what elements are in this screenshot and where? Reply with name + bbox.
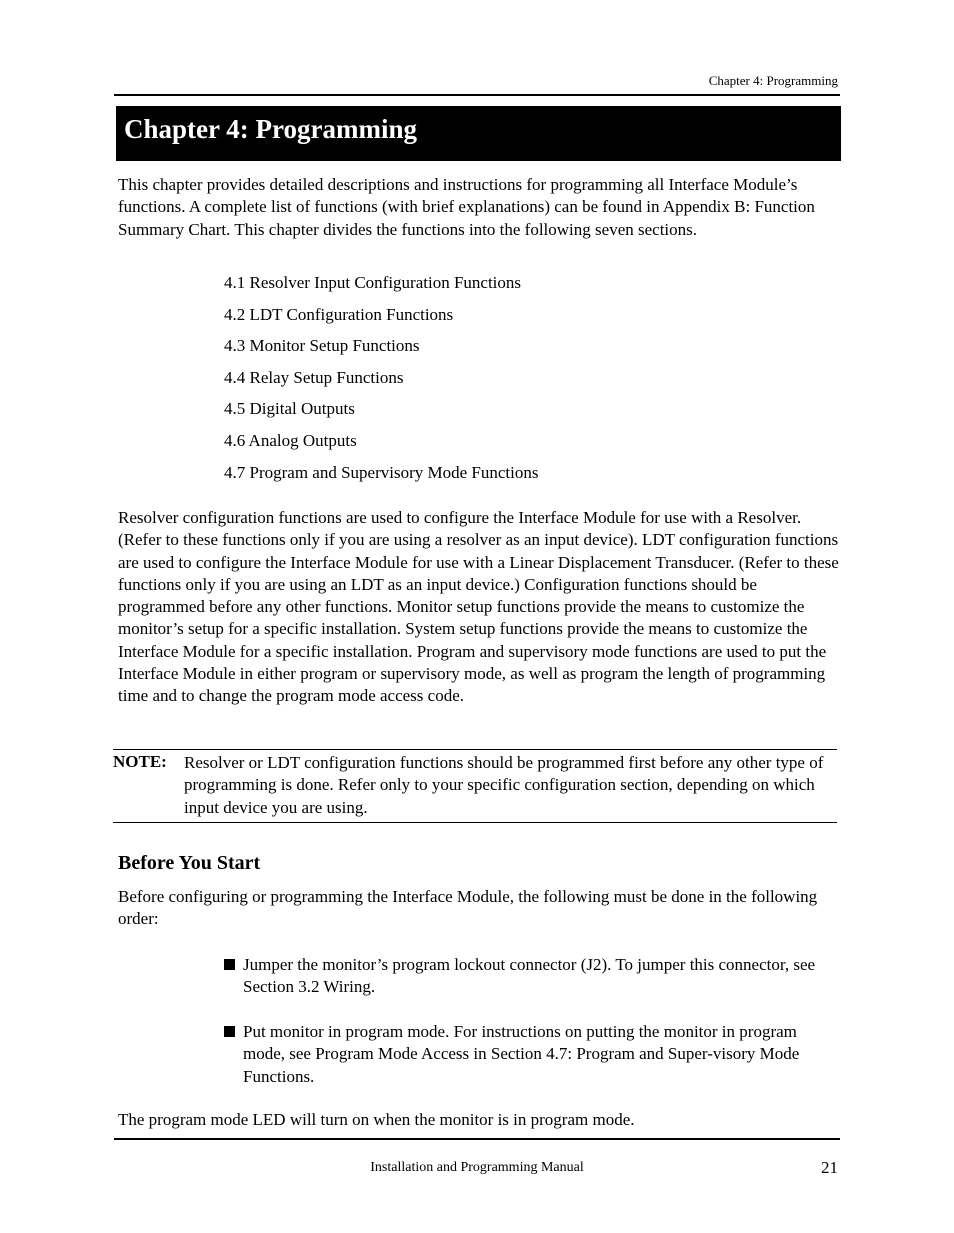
square-bullet-icon xyxy=(224,959,235,970)
before-you-start-heading: Before You Start xyxy=(118,852,261,874)
prerequisite-text: Put monitor in program mode. For instructions on putting the monitor in program mode, see Program Mode Access in Section 4.7: Program and Super-visory Mode Functions. xyxy=(243,1021,800,1086)
prerequisite-item xyxy=(224,954,840,999)
header-rule xyxy=(114,94,840,96)
chapter-title: Chapter 4: Programming xyxy=(124,114,417,144)
section-item-4-7: 4.7 Program and Supervisory Mode Functions xyxy=(224,462,539,482)
prerequisite-text: Jumper the monitor’s program lockout connector (J2). To jumper this connector, see Section 3.2 Wiring. xyxy=(243,955,816,997)
note-label: NOTE: xyxy=(113,752,167,771)
square-bullet-icon xyxy=(224,1026,235,1037)
section-item-4-6: 4.6 Analog Outputs xyxy=(224,430,357,450)
section-item-4-3: 4.3 Monitor Setup Functions xyxy=(224,336,420,356)
note-box xyxy=(113,749,837,823)
page-number: 21 xyxy=(821,1158,838,1177)
prerequisite-list xyxy=(224,954,840,1110)
led-sentence: The program mode LED will turn on when the monitor is in program mode. xyxy=(118,1110,635,1129)
before-paragraph: Before configuring or programming the Interface Module, the following must be done in the following order: xyxy=(118,887,818,929)
chapter-banner xyxy=(116,106,841,161)
intro-paragraph: This chapter provides detailed descriptions and instructions for programming all Interface Module’s functions. A complete list of functions (with brief explanations) can be found in Appendix B: Function Summary Chart. This chapter divides the functions into the following seven sections. xyxy=(118,175,815,239)
section-item-4-1: 4.1 Resolver Input Configuration Functions xyxy=(224,273,522,292)
footer-rule xyxy=(114,1138,840,1140)
footer-title: Installation and Programming Manual xyxy=(370,1160,584,1175)
section-item-4-2: 4.2 LDT Configuration Functions xyxy=(224,304,454,324)
section-item-4-5: 4.5 Digital Outputs xyxy=(224,399,355,419)
section-list xyxy=(224,272,538,493)
note-text: Resolver or LDT configuration functions should be programmed first before any other type of programming is done. Refer only to your specific configuration section, depending on which input device you are using. xyxy=(184,753,824,817)
running-header: Chapter 4: Programming xyxy=(708,73,838,88)
section-item-4-4: 4.4 Relay Setup Functions xyxy=(224,367,404,387)
prerequisite-item xyxy=(224,1021,840,1088)
configuration-paragraph: Resolver configuration functions are used to configure the Interface Module for use with a Resolver. (Refer to these functions only if you are using a resolver as an input device). LDT configuration functions are used to configure the Interface Module for use with a Linear Displacement Transducer. (Refer to these functions only if you are using an LDT as an input device.) Configuration functions should be programmed before any other functions. Monitor setup functions provide the means to customize the monitor’s setup for a specific installation. System setup functions provide the means to customize the Interface Module for a specific installation. Program and supervisory mode functions are used to put the Interface Module in either program or supervisory mode, as well as program the length of programming time and to change the program mode access code. xyxy=(118,508,839,706)
